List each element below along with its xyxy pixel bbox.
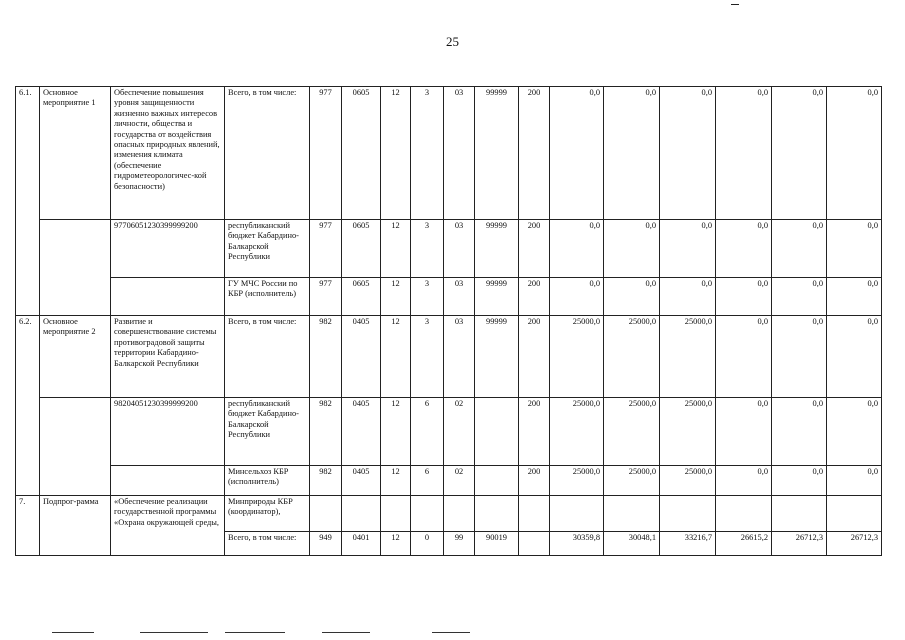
empty-cell xyxy=(342,496,381,532)
cs-part-cell xyxy=(475,466,519,496)
rzpr-cell: 0401 xyxy=(342,532,381,556)
empty-cell xyxy=(716,496,772,532)
rzpr-cell: 0405 xyxy=(342,398,381,466)
rzpr-cell: 0405 xyxy=(342,316,381,398)
cs-part-cell: 03 xyxy=(444,87,475,220)
amount-cell: 30048,1 xyxy=(604,532,660,556)
item-kind: Основное мероприятие 2 xyxy=(40,316,111,398)
grbs-cell: 949 xyxy=(310,532,342,556)
empty-cell xyxy=(519,496,550,532)
amount-cell: 0,0 xyxy=(827,316,882,398)
grbs-cell: 977 xyxy=(310,220,342,278)
amount-cell: 25000,0 xyxy=(660,316,716,398)
amount-cell: 0,0 xyxy=(550,278,604,316)
funding-source: Всего, в том числе: xyxy=(225,316,310,398)
cs-part-cell: 12 xyxy=(381,398,411,466)
cs-part-cell: 6 xyxy=(411,398,444,466)
scan-mark xyxy=(140,632,208,633)
empty-cell xyxy=(772,496,827,532)
grbs-cell: 982 xyxy=(310,316,342,398)
amount-cell: 26615,2 xyxy=(716,532,772,556)
amount-cell: 33216,7 xyxy=(660,532,716,556)
budget-table xyxy=(15,86,882,556)
amount-cell: 0,0 xyxy=(772,466,827,496)
grbs-cell: 982 xyxy=(310,398,342,466)
scan-mark xyxy=(731,4,739,5)
item-name: «Обеспечение реализации государственной программы «Охрана окружающей среды, xyxy=(111,496,225,556)
amount-cell: 25000,0 xyxy=(550,466,604,496)
amount-cell: 30359,8 xyxy=(550,532,604,556)
empty-cell xyxy=(550,496,604,532)
funding-source: ГУ МЧС России по КБР (исполнитель) xyxy=(225,278,310,316)
vr-cell: 200 xyxy=(519,278,550,316)
cs-part-cell: 12 xyxy=(381,532,411,556)
empty-cell xyxy=(411,496,444,532)
amount-cell: 0,0 xyxy=(604,278,660,316)
table-row xyxy=(16,87,882,220)
table-row xyxy=(16,466,882,496)
amount-cell: 0,0 xyxy=(772,87,827,220)
empty-cell xyxy=(444,496,475,532)
grbs-cell: 982 xyxy=(310,466,342,496)
amount-cell: 0,0 xyxy=(716,220,772,278)
amount-cell: 0,0 xyxy=(716,316,772,398)
table-row xyxy=(16,398,882,466)
scan-mark xyxy=(322,632,370,633)
amount-cell: 25000,0 xyxy=(604,316,660,398)
scan-mark xyxy=(52,632,94,633)
funding-source: Минсельхоз КБР (исполнитель) xyxy=(225,466,310,496)
amount-cell: 0,0 xyxy=(660,87,716,220)
cs-part-cell xyxy=(475,398,519,466)
cs-part-cell: 6 xyxy=(411,466,444,496)
cs-part-cell: 12 xyxy=(381,466,411,496)
amount-cell: 0,0 xyxy=(660,220,716,278)
cs-part-cell: 12 xyxy=(381,278,411,316)
amount-cell: 0,0 xyxy=(827,278,882,316)
cs-part-cell: 99999 xyxy=(475,87,519,220)
amount-cell: 26712,3 xyxy=(827,532,882,556)
cs-part-cell: 3 xyxy=(411,220,444,278)
cs-part-cell: 99999 xyxy=(475,316,519,398)
cs-part-cell: 03 xyxy=(444,278,475,316)
amount-cell: 0,0 xyxy=(716,278,772,316)
row-number: 7. xyxy=(16,496,40,556)
item-kind: Подпрог-рамма xyxy=(40,496,111,556)
rzpr-cell: 0605 xyxy=(342,220,381,278)
amount-cell: 0,0 xyxy=(772,316,827,398)
amount-cell: 0,0 xyxy=(827,220,882,278)
amount-cell: 25000,0 xyxy=(660,398,716,466)
funding-source: Минприроды КБР (координатор), xyxy=(225,496,310,532)
empty-cell xyxy=(660,496,716,532)
table-row xyxy=(16,278,882,316)
amount-cell: 0,0 xyxy=(716,87,772,220)
empty-cell xyxy=(310,496,342,532)
amount-cell: 0,0 xyxy=(772,398,827,466)
funding-source: Всего, в том числе: xyxy=(225,87,310,220)
row-number: 6.1. xyxy=(16,87,40,316)
funding-source: республиканский бюджет Кабардино-Балкарской Республики xyxy=(225,398,310,466)
amount-cell: 0,0 xyxy=(604,220,660,278)
amount-cell: 25000,0 xyxy=(550,316,604,398)
amount-cell: 0,0 xyxy=(827,87,882,220)
rzpr-cell: 0605 xyxy=(342,87,381,220)
cs-part-cell: 12 xyxy=(381,220,411,278)
rzpr-cell: 0405 xyxy=(342,466,381,496)
amount-cell: 25000,0 xyxy=(660,466,716,496)
cs-part-cell: 99999 xyxy=(475,220,519,278)
amount-cell: 0,0 xyxy=(827,466,882,496)
cs-part-cell: 99 xyxy=(444,532,475,556)
item-name-empty xyxy=(111,466,225,496)
cs-part-cell: 3 xyxy=(411,316,444,398)
cs-part-cell: 3 xyxy=(411,278,444,316)
table-row xyxy=(16,496,882,532)
grbs-cell: 977 xyxy=(310,278,342,316)
amount-cell: 0,0 xyxy=(827,398,882,466)
amount-cell: 0,0 xyxy=(660,278,716,316)
table-row xyxy=(16,316,882,398)
rzpr-cell: 0605 xyxy=(342,278,381,316)
cs-part-cell: 99999 xyxy=(475,278,519,316)
empty-cell xyxy=(381,496,411,532)
item-name: Обеспечение повышения уровня защищенности жизненно важных интересов личности, общества и государства от воздействия опасных природных явлений, изменения климата (обеспечение гидрометеорологичес-кой безопасности) xyxy=(111,87,225,220)
amount-cell: 0,0 xyxy=(716,398,772,466)
cs-part-cell: 12 xyxy=(381,316,411,398)
budget-code: 97706051230399999200 xyxy=(111,220,225,278)
vr-cell: 200 xyxy=(519,87,550,220)
vr-cell: 200 xyxy=(519,398,550,466)
row-number: 6.2. xyxy=(16,316,40,496)
amount-cell: 26712,3 xyxy=(772,532,827,556)
amount-cell: 0,0 xyxy=(550,87,604,220)
item-name: Развитие и совершенствование системы противоградовой защиты территории Кабардино-Балкарской Республики xyxy=(111,316,225,398)
cs-part-cell: 3 xyxy=(411,87,444,220)
vr-cell: 200 xyxy=(519,316,550,398)
cs-part-cell: 02 xyxy=(444,398,475,466)
scan-mark xyxy=(225,632,285,633)
empty-cell xyxy=(827,496,882,532)
cs-part-cell: 90019 xyxy=(475,532,519,556)
amount-cell: 0,0 xyxy=(604,87,660,220)
vr-cell xyxy=(519,532,550,556)
table-row xyxy=(16,220,882,278)
amount-cell: 25000,0 xyxy=(604,466,660,496)
amount-cell: 25000,0 xyxy=(550,398,604,466)
amount-cell: 0,0 xyxy=(716,466,772,496)
grbs-cell: 977 xyxy=(310,87,342,220)
amount-cell: 25000,0 xyxy=(604,398,660,466)
budget-code: 98204051230399999200 xyxy=(111,398,225,466)
cs-part-cell: 03 xyxy=(444,316,475,398)
empty-cell xyxy=(604,496,660,532)
amount-cell: 0,0 xyxy=(772,278,827,316)
amount-cell: 0,0 xyxy=(772,220,827,278)
vr-cell: 200 xyxy=(519,466,550,496)
item-name-empty xyxy=(111,278,225,316)
cs-part-cell: 0 xyxy=(411,532,444,556)
funding-source: Всего, в том числе: xyxy=(225,532,310,556)
cs-part-cell: 02 xyxy=(444,466,475,496)
scan-mark xyxy=(432,632,470,633)
item-kind: Основное мероприятие 1 xyxy=(40,87,111,220)
empty-cell xyxy=(475,496,519,532)
funding-source: республиканский бюджет Кабардино-Балкарской Республики xyxy=(225,220,310,278)
item-kind-empty xyxy=(40,220,111,316)
page-number: 25 xyxy=(446,34,459,49)
vr-cell: 200 xyxy=(519,220,550,278)
amount-cell: 0,0 xyxy=(550,220,604,278)
item-kind-empty xyxy=(40,398,111,496)
cs-part-cell: 12 xyxy=(381,87,411,220)
cs-part-cell: 03 xyxy=(444,220,475,278)
